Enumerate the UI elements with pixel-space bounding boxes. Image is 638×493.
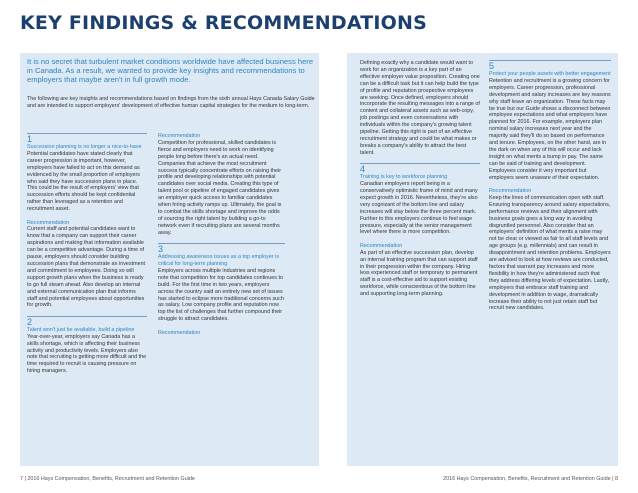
recommendation-text-1: Current staff and potential candidates want to know that a company can support their career aspirations and making that information available can be a competitive advantage. During a time of pause, employers should consider building succession plans that demonstrate an investment and commitment to employees. Doing so will support growth plans when the business is ready to go full steam ahead. Also develop an internal and external communication plan that informs staff and potential employees about opportunities for growth. — [27, 226, 146, 309]
intro-paragraph: It is no secret that turbulent market conditions worldwide have affected business here in Canada. As a result, we wanted to provide key insights and recommendations to employers that maybe aren't in full growth mode. — [27, 57, 314, 85]
finding-text-4: Canadian employers report being in a conservatively optimistic frame of mind and many expect growth in 2016. Nevertheless, they're also very cognizant of the bottom line and salary increases will stay below the three percent mark. Further to this employers continue to feel wage pressure, especially at the senior management level where there is more competition. — [360, 181, 478, 236]
recommendation-text-4: As part of an effective succession plan, develop an internal training program that can support staff in their progression within the company. Hiring less experienced staff or temporary to permanent staff is a cost-effective aid to support existing workforce, while conscientious of the bottom line and supporting long-term planning. — [360, 249, 478, 298]
recommendation-text-3: Defining exactly why a candidate would want to work for an organization is a key part of an effective employer value proposition. Creating one can be a difficult task but it can help build the type of profile and reputation prospective employees are seeking. Once defined, employers should incorporate the resulting messages into a range of content and collateral assets such as web-copy, job postings and even conversations with individuals within the company's growing talent pipeline. Getting this right is part of an effective recruitment strategy and could be what makes or breaks a company's ability to attract the best talent. — [360, 60, 480, 156]
footer-right: 2016 Hays Compensation, Benefits, Recruitment and Retention Guide | 8 — [443, 476, 618, 482]
finding-number-1: 1 — [27, 133, 147, 144]
column-4 — [489, 60, 611, 312]
finding-text-1: Potential candidates have stated clearly that career progression is important, however, employers have failed to act on this demand as evidenced by the small proportion of employers who said they have succession plans in place. This could be the result of employers' view that succession efforts should be kept confidential rather than leveraged as a retention and recruitment asset. — [27, 150, 140, 213]
recommendation-label-2: Recommendation — [158, 133, 201, 139]
footer-left: 7 | 2016 Hays Compensation, Benefits, Recruitment and Retention Guide — [20, 476, 195, 482]
finding-heading-2: Talent won't just be available, build a pipeline — [27, 326, 135, 333]
finding-heading-4: Training is key to workforce planning — [360, 174, 448, 181]
page-title: KEY FINDINGS & RECOMMENDATIONS — [20, 12, 428, 34]
finding-text-3: Employers across multiple industries and regions note that competition for top candidates continues to build. For the first time in two years, employers across the country said an entirely new set of issues has started to eclipse more traditional concerns such as salary. Low company profile and reputation now top the list of challenges that further compound their struggle to attract candidates. — [158, 267, 284, 323]
recommendation-label-1: Recommendation — [27, 219, 70, 226]
column-2 — [158, 133, 285, 337]
recommendation-text-2: Competition for professional, skilled candidates is fierce and employers need to work on identifying people long before there's an actual need. Companies that achieve the most recruitment success typically concentrate efforts on raising their profile and developing relationships with potential candidates over social media. Creating this type of talent pool or pipeline of engaged candidates gives an employer quick access to familiar candidates when hiring activity ramps up. Ultimately, the goal is to combat the skills shortage and improve the odds of sourcing the right talent by building a go-to network even if recruiting plans are several months away. — [158, 139, 282, 236]
recommendation-label-4: Recommendation — [360, 242, 403, 249]
finding-heading-5: Protect your people assets with better engagement — [489, 71, 611, 77]
recommendation-label-3: Recommendation — [158, 329, 201, 336]
recommendation-text-5: Keep the lines of communication open with staff. Ensuring transparency around salary expectations, performance reviews and their alignment with business goals goes a long way in avoiding disgruntled personnel. Also consider that an employers' definition of what merits a raise may not be clear or viewed as fair to all staff levels and age groups (e.g. millennials) and can result in disappointment and retention problems. Employers are advised to look at how reviews are conducted, factors that warrant pay increases and more flexibility in how they're administered such that they address differing levels of expectation. Lastly, employers that embrace staff training and development in addition to wage, dramatically increase their ability to not just retain staff but recruit new candidates. — [489, 194, 611, 312]
column-1 — [27, 133, 147, 375]
finding-number-4: 4 — [360, 163, 480, 174]
body-intro-paragraph: The following are key insights and recommendations based on findings from the sixth annual Hays Canada Salary Guide and are intended to support employers' development of effective human capital strategies for the medium to long-term. — [27, 96, 315, 109]
finding-number-5: 5 — [489, 60, 611, 71]
finding-number-2: 2 — [27, 316, 147, 327]
column-3 — [360, 60, 480, 298]
finding-heading-1: Succession planning is no longer a nice-to-have — [27, 144, 142, 150]
finding-text-5: Retention and recruitment is a growing concern for employers. Career progression, professional development and salary increases are key reasons why staff leave an organization. These facts may be true but our Guide shows a disconnect between employee expectations and what employers have planned for 2016. For example, employers plan nominal salary increases next year and the majority said they'll do so based on performance and tenure. Employees, on the other hand, are in the dark on when any of this will occur and lack insight on what merits a bump in pay. The same can be said of training and development. Employees consider it very important but employers seem unaware of their expectation. — [489, 77, 611, 181]
finding-number-3: 3 — [158, 243, 285, 254]
recommendation-label-5: Recommendation — [489, 188, 532, 194]
finding-text-2: Year-over-year, employers say Canada has a skills shortage, which is affecting their business activity and productivity levels. Employers also note that recruiting is getting more difficult and the time required to recruit is causing pressure on hiring managers. — [27, 333, 147, 375]
finding-heading-3: Addressing awareness issues as a top employer is critical for long-term planning — [158, 254, 280, 267]
